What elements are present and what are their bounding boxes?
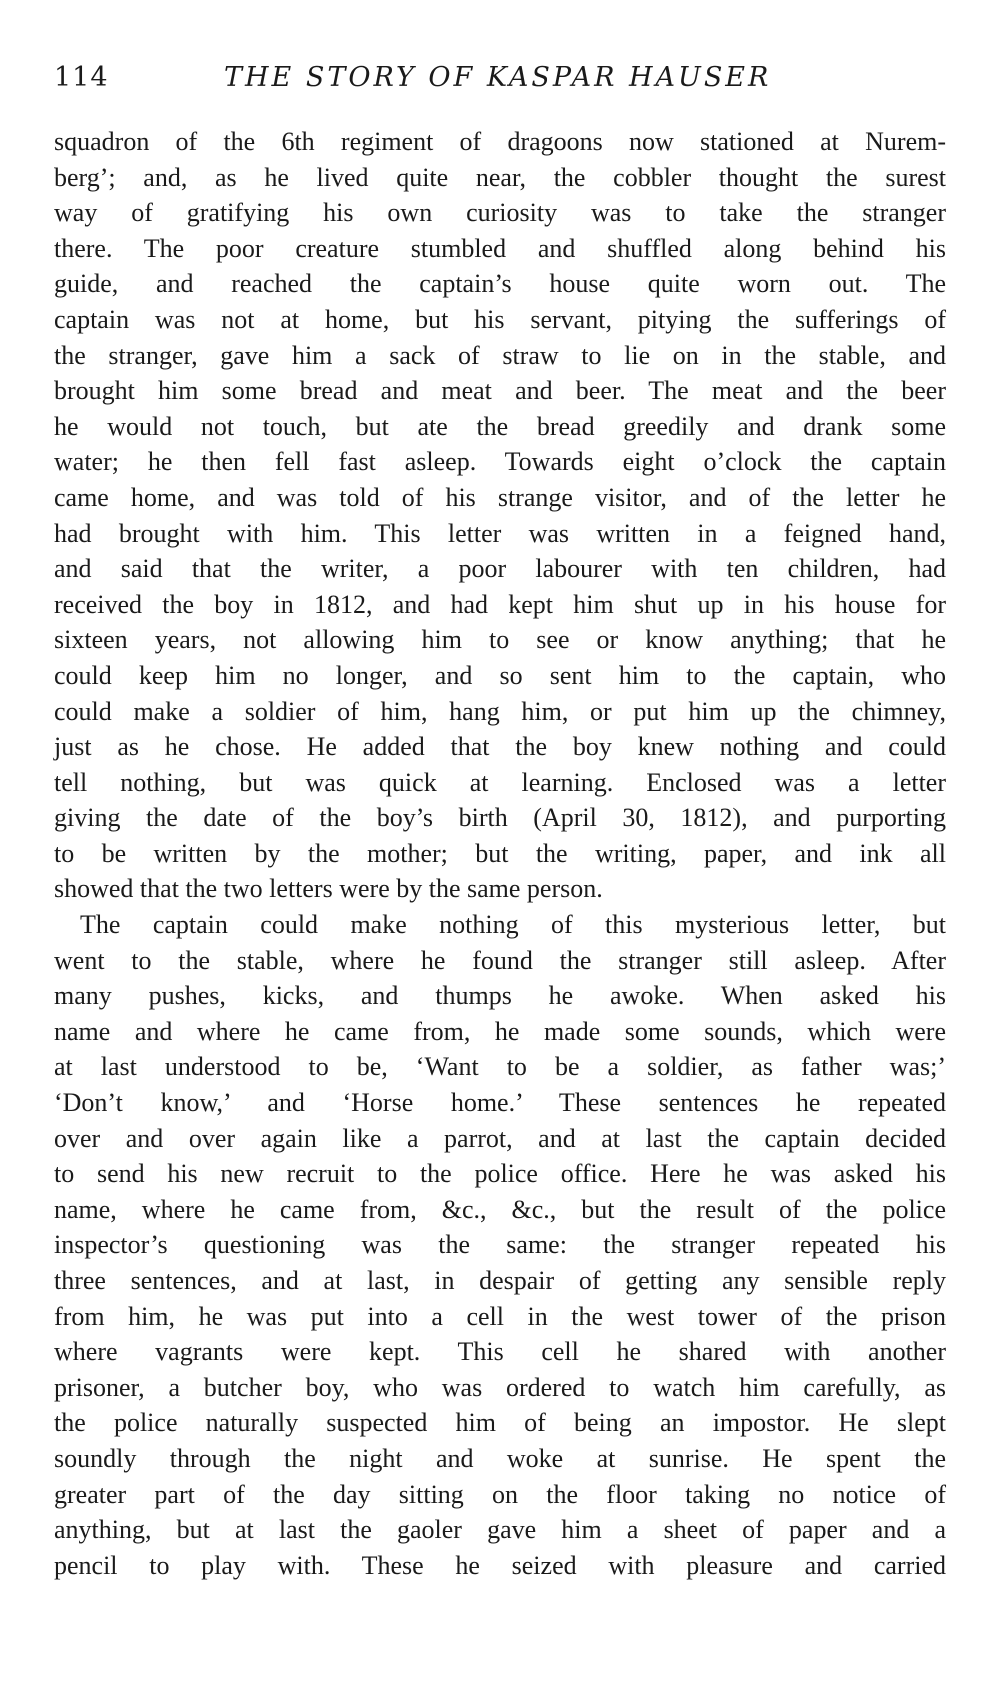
text-line: berg’; and, as he lived quite near, the cobbler thought the surest xyxy=(54,162,946,192)
text-line: many pushes, kicks, and thumps he awoke. When asked his xyxy=(54,981,946,1011)
text-line: soundly through the night and woke at sunrise. He spent the xyxy=(54,1443,946,1473)
text-line: ‘Don’t know,’ and ‘Horse home.’ These sentences he repeated xyxy=(54,1088,946,1118)
text-line: from him, he was put into a cell in the west tower of the prison xyxy=(54,1301,946,1331)
text-line: way of gratifying his own curiosity was to take the stranger xyxy=(54,198,946,228)
text-line: over and over again like a parrot, and at last the captain decided xyxy=(54,1123,946,1153)
text-line: and said that the writer, a poor labourer with ten children, had xyxy=(54,554,946,584)
text-line: water; he then fell fast asleep. Towards eight o’clock the captain xyxy=(54,447,946,477)
paragraph xyxy=(54,124,946,907)
text-line: anything, but at last the gaoler gave him a sheet of paper and a xyxy=(54,1515,946,1545)
text-line: pencil to play with. These he seized with pleasure and carried xyxy=(54,1550,946,1580)
text-line: there. The poor creature stumbled and shuffled along behind his xyxy=(54,233,946,263)
text-line: to send his new recruit to the police office. Here he was asked his xyxy=(54,1159,946,1189)
text-line: prisoner, a butcher boy, who was ordered to watch him carefully, as xyxy=(54,1372,946,1402)
text-line: received the boy in 1812, and had kept him shut up in his house for xyxy=(54,589,946,619)
text-line: went to the stable, where he found the stranger still asleep. After xyxy=(54,945,946,975)
text-line: where vagrants were kept. This cell he shared with another xyxy=(54,1337,946,1367)
text-line: he would not touch, but ate the bread greedily and drank some xyxy=(54,411,946,441)
text-line: tell nothing, but was quick at learning. Enclosed was a letter xyxy=(54,767,946,797)
text-line: had brought with him. This letter was written in a feigned hand, xyxy=(54,518,946,548)
text-line: captain was not at home, but his servant, pitying the sufferings of xyxy=(54,304,946,334)
text-line: squadron of the 6th regiment of dragoons now stationed at Nurem- xyxy=(54,127,946,156)
text-line: the stranger, gave him a sack of straw to lie on in the stable, and xyxy=(54,340,946,370)
text-line: showed that the two letters were by the same person. xyxy=(54,874,603,904)
text-line: name, where he came from, &c., &c., but the result of the police xyxy=(54,1194,946,1224)
text-line: came home, and was told of his strange visitor, and of the letter he xyxy=(54,482,946,512)
page-number: 114 xyxy=(54,62,109,93)
text-line: could keep him no longer, and so sent him to the captain, who xyxy=(54,660,946,690)
text-line: could make a soldier of him, hang him, or put him up the chimney, xyxy=(54,696,946,726)
text-line: three sentences, and at last, in despair of getting any sensible reply xyxy=(54,1266,946,1295)
text-line: the police naturally suspected him of being an impostor. He slept xyxy=(54,1408,946,1438)
paragraph xyxy=(54,907,946,1583)
text-line: guide, and reached the captain’s house quite worn out. The xyxy=(54,269,946,299)
text-line: giving the date of the boy’s birth (April 30, 1812), and purporting xyxy=(54,803,946,833)
text-line: The captain could make nothing of this mysterious letter, but xyxy=(80,910,946,940)
text-line: just as he chose. He added that the boy knew nothing and could xyxy=(54,732,946,762)
text-line: at last understood to be, ‘Want to be a soldier, as father was;’ xyxy=(54,1052,946,1082)
running-head: THE STORY OF KASPAR HAUSER xyxy=(224,62,772,93)
text-line: greater part of the day sitting on the floor taking no notice of xyxy=(54,1479,946,1509)
text-line: name and where he came from, he made some sounds, which were xyxy=(54,1016,946,1046)
book-page xyxy=(54,62,946,1583)
page-header xyxy=(54,62,946,102)
text-line: brought him some bread and meat and beer. The meat and the beer xyxy=(54,376,946,406)
text-line: inspector’s questioning was the same: the stranger repeated his xyxy=(54,1230,946,1260)
text-line: sixteen years, not allowing him to see or know anything; that he xyxy=(54,625,946,655)
text-line: to be written by the mother; but the writing, paper, and ink all xyxy=(54,838,946,868)
body-text xyxy=(54,124,946,1583)
